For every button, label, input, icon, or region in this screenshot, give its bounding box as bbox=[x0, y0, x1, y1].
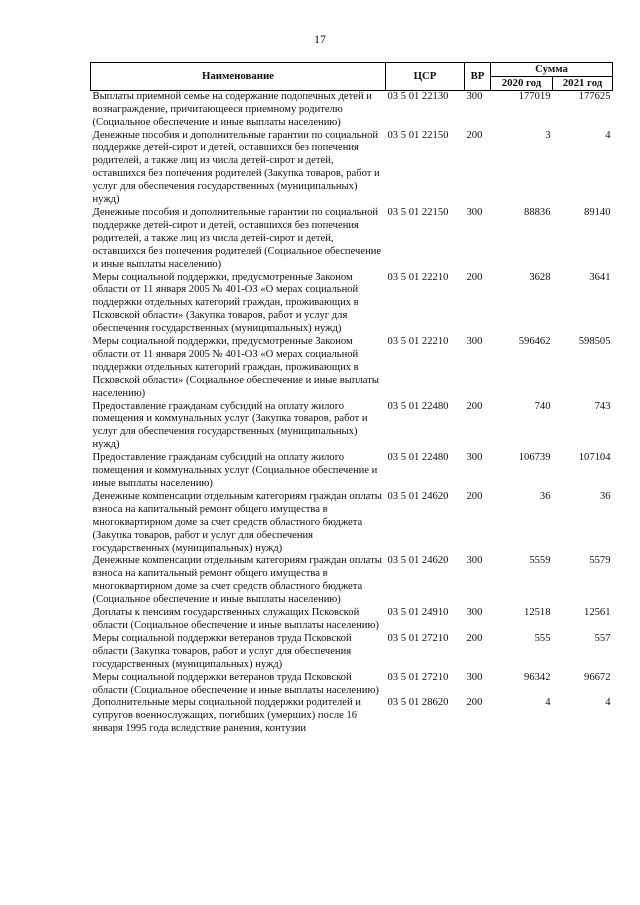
row-code: 03 5 01 22130 bbox=[387, 90, 449, 102]
row-amount-2020: 596462 bbox=[518, 336, 551, 348]
row-code: 03 5 01 27210 bbox=[387, 671, 449, 683]
row-code: 03 5 01 22150 bbox=[387, 129, 449, 141]
row-vr: 200 bbox=[466, 632, 483, 644]
row-code: 03 5 01 22150 bbox=[387, 206, 449, 218]
row-amount-2020: 5559 bbox=[529, 555, 551, 567]
table-row bbox=[91, 401, 613, 453]
row-vr: 300 bbox=[466, 671, 483, 683]
row-vr: 200 bbox=[466, 271, 483, 283]
header-code: ЦСР bbox=[386, 63, 465, 91]
table-row bbox=[91, 272, 613, 337]
row-name: Денежные компенсации отдельным категориям граждан оплаты взноса на капитальный ремонт общего имущества в многоквартирном доме за счет средств областного бюджета (Социальное обеспечение и иные выплаты населению) bbox=[92, 555, 382, 606]
row-code: 03 5 01 27210 bbox=[387, 632, 449, 644]
row-amount-2021: 4 bbox=[605, 129, 611, 141]
table-row bbox=[91, 633, 613, 672]
row-vr: 200 bbox=[466, 129, 483, 141]
row-amount-2021: 89140 bbox=[584, 206, 611, 218]
table-row bbox=[91, 607, 613, 633]
row-name: Предоставление гражданам субсидий на оплату жилого помещения и коммунальных услуг (Закупка товаров, работ и услуг для обеспечения государственных (муниципальных) нужд) bbox=[92, 400, 368, 451]
header-sum: Сумма bbox=[491, 63, 613, 77]
row-name: Денежные компенсации отдельным категориям граждан оплаты взноса на капитальный ремонт общего имущества в многоквартирном доме за счет средств областного бюджета (Закупка товаров, работ и услуг для обеспечения государственных (муниципальных) нужд) bbox=[92, 490, 382, 554]
row-amount-2021: 4 bbox=[605, 697, 611, 709]
header-year-2021: 2021 год bbox=[553, 76, 613, 90]
table-row bbox=[91, 207, 613, 272]
row-name: Меры социальной поддержки, предусмотренные Законом области от 11 января 2005 № 401-ОЗ «О мерах социальной поддержки отдельных категорий граждан, проживающих в Псковской области» (Социальное обеспечение и иные выплаты населению) bbox=[92, 336, 379, 399]
row-amount-2020: 3628 bbox=[529, 271, 551, 283]
table-row bbox=[91, 336, 613, 401]
row-amount-2021: 5579 bbox=[589, 555, 611, 567]
row-amount-2020: 88836 bbox=[524, 206, 551, 218]
row-amount-2021: 12561 bbox=[584, 607, 611, 619]
row-code: 03 5 01 22210 bbox=[387, 271, 449, 283]
table-body bbox=[91, 90, 613, 736]
row-name: Выплаты приемной семье на содержание подопечных детей и вознаграждение, причитающееся приемному родителю (Социальное обеспечение и иные выплаты населению) bbox=[92, 90, 372, 128]
header-name: Наименование bbox=[91, 63, 386, 91]
row-amount-2021: 557 bbox=[594, 632, 611, 644]
row-name: Меры социальной поддержки ветеранов труда Псковской области (Закупка товаров, работ и услуг для обеспечения государственных (муниципальных) нужд) bbox=[92, 632, 352, 670]
row-amount-2021: 96672 bbox=[584, 671, 611, 683]
row-amount-2021: 3641 bbox=[589, 271, 611, 283]
row-code: 03 5 01 24620 bbox=[387, 555, 449, 567]
row-amount-2021: 177625 bbox=[578, 90, 611, 102]
row-amount-2021: 107104 bbox=[578, 452, 611, 464]
row-amount-2020: 740 bbox=[534, 400, 551, 412]
row-vr: 200 bbox=[466, 697, 483, 709]
row-name: Меры социальной поддержки, предусмотренные Законом области от 11 января 2005 № 401-ОЗ «О мерах социальной поддержки отдельных категорий граждан, проживающих в Псковской области» (Закупка товаров, работ и услуг для обеспечения государственных (муниципальных) нужд) bbox=[92, 271, 359, 335]
row-vr: 300 bbox=[466, 90, 483, 102]
row-vr: 300 bbox=[466, 452, 483, 464]
row-amount-2020: 177019 bbox=[518, 90, 551, 102]
row-amount-2020: 12518 bbox=[524, 607, 551, 619]
row-vr: 300 bbox=[466, 607, 483, 619]
row-vr: 200 bbox=[466, 490, 483, 502]
row-vr: 300 bbox=[466, 336, 483, 348]
page-number: 17 bbox=[314, 32, 326, 46]
table-row bbox=[91, 555, 613, 607]
row-name: Денежные пособия и дополнительные гарантии по социальной поддержке детей-сирот и детей, оставшихся без попечения родителей, а также лиц из числа детей-сирот и детей, оставшихся без попечения родителей (Социальное обеспечение и иные выплаты населению) bbox=[92, 206, 382, 270]
row-code: 03 5 01 22480 bbox=[387, 400, 449, 412]
table-row bbox=[91, 130, 613, 207]
row-name: Дополнительные меры социальной поддержки родителей и супругов военнослужащих, погибших (умерших) после 16 января 1995 года вследствие ранения, контузии bbox=[92, 697, 361, 735]
row-amount-2021: 743 bbox=[594, 400, 611, 412]
row-code: 03 5 01 24620 bbox=[387, 490, 449, 502]
row-name: Доплаты к пенсиям государственных служащих Псковской области (Социальное обеспечение и иные выплаты населению) bbox=[92, 607, 379, 631]
row-code: 03 5 01 22210 bbox=[387, 336, 449, 348]
row-amount-2020: 4 bbox=[545, 697, 551, 709]
table-row bbox=[91, 90, 613, 129]
header-year-2020: 2020 год bbox=[491, 76, 553, 90]
budget-table bbox=[90, 62, 613, 736]
table-row bbox=[91, 491, 613, 556]
row-amount-2020: 3 bbox=[545, 129, 551, 141]
row-name: Предоставление гражданам субсидий на оплату жилого помещения и коммунальных услуг (Социальное обеспечение и иные выплаты населению) bbox=[92, 452, 378, 489]
row-vr: 200 bbox=[466, 400, 483, 412]
header-vr: ВР bbox=[465, 63, 491, 91]
row-amount-2020: 555 bbox=[534, 632, 551, 644]
row-amount-2021: 36 bbox=[599, 490, 611, 502]
row-code: 03 5 01 22480 bbox=[387, 452, 449, 464]
row-amount-2020: 106739 bbox=[518, 452, 551, 464]
row-vr: 300 bbox=[466, 555, 483, 567]
row-amount-2020: 36 bbox=[539, 490, 551, 502]
row-name: Денежные пособия и дополнительные гарантии по социальной поддержке детей-сирот и детей, оставшихся без попечения родителей, а также лиц из числа детей-сирот и детей, оставшихся без попечения родителей (Закупка товаров, работ и услуг для обеспечения государственных (муниципальных) нужд) bbox=[92, 129, 380, 206]
row-code: 03 5 01 28620 bbox=[387, 697, 449, 709]
table-row bbox=[91, 697, 613, 736]
table-header-row bbox=[91, 63, 613, 77]
row-amount-2020: 96342 bbox=[524, 671, 551, 683]
table-row bbox=[91, 452, 613, 491]
row-code: 03 5 01 24910 bbox=[387, 607, 449, 619]
row-name: Меры социальной поддержки ветеранов труда Псковской области (Социальное обеспечение и иные выплаты населению) bbox=[92, 671, 379, 696]
row-amount-2021: 598505 bbox=[578, 336, 611, 348]
row-vr: 300 bbox=[466, 206, 483, 218]
table-row bbox=[91, 672, 613, 698]
